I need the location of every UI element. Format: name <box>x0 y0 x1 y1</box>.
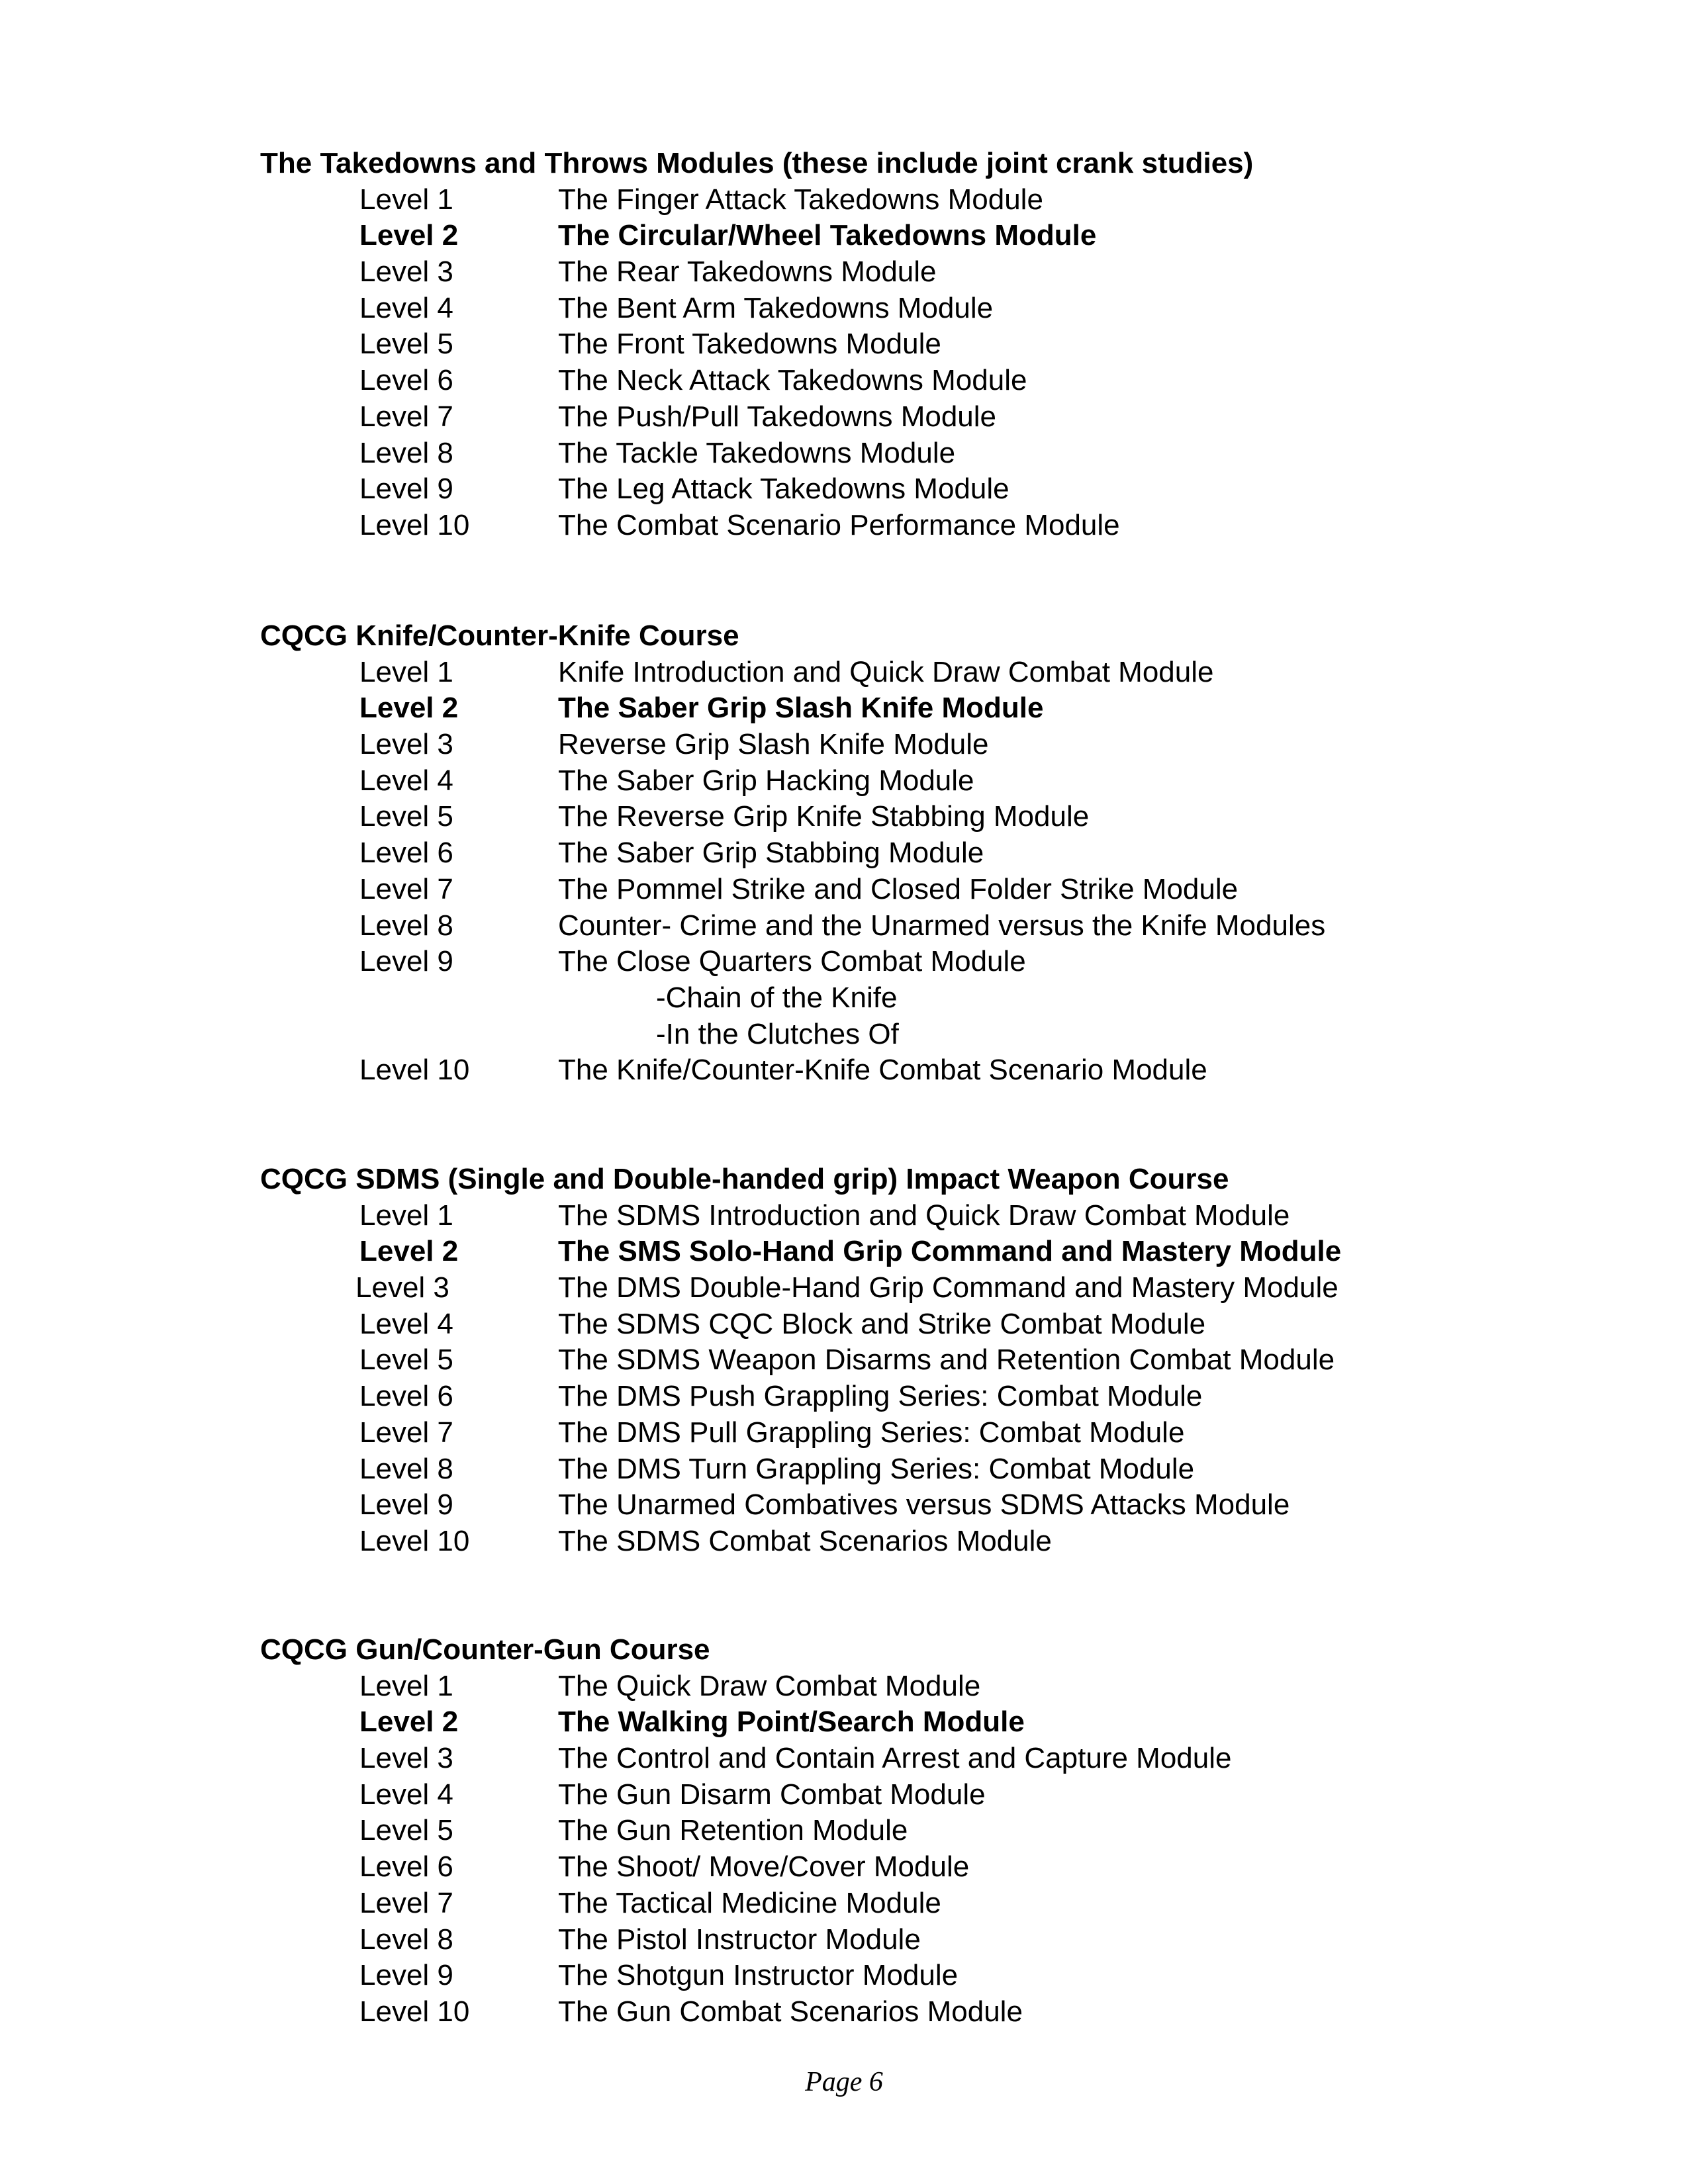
level-label: Level 2 <box>359 1706 459 1739</box>
list-item <box>260 218 1584 254</box>
list-item <box>260 254 1584 291</box>
level-label: Level 8 <box>359 909 453 942</box>
list-item <box>260 763 1584 799</box>
module-title: The Pommel Strike and Closed Folder Strike Module <box>558 872 1239 905</box>
list-item <box>260 1487 1584 1524</box>
module-title: The Unarmed Combatives versus SDMS Attacks Module <box>558 1488 1290 1522</box>
list-item <box>260 1922 1584 1958</box>
module-title: Reverse Grip Slash Knife Module <box>558 728 989 761</box>
module-title: The Leg Attack Takedowns Module <box>558 473 1009 506</box>
level-label: Level 3 <box>359 728 453 761</box>
level-label: Level 5 <box>359 328 453 361</box>
module-title: The SDMS Combat Scenarios Module <box>558 1524 1052 1557</box>
module-title: The Saber Grip Hacking Module <box>558 764 974 797</box>
module-title: The Rear Takedowns Module <box>558 255 937 289</box>
list-item <box>260 727 1584 763</box>
level-label: Level 2 <box>359 1235 459 1268</box>
level-label: Level 7 <box>359 1886 453 1919</box>
module-title: The Gun Disarm Combat Module <box>558 1778 986 1811</box>
list-item <box>260 1270 1584 1306</box>
level-label: Level 9 <box>359 473 453 506</box>
level-label: Level 9 <box>359 1959 453 1992</box>
module-title: The Saber Grip Stabbing Module <box>558 837 984 870</box>
level-label: Level 3 <box>359 1742 453 1775</box>
level-label: Level 6 <box>359 1850 453 1884</box>
level-label: Level 8 <box>359 1923 453 1956</box>
list-item <box>260 1306 1584 1343</box>
list-item <box>260 1379 1584 1415</box>
module-title: Counter- Crime and the Unarmed versus the Knife Modules <box>558 909 1326 942</box>
list-item <box>260 872 1584 908</box>
module-title: The SDMS CQC Block and Strike Combat Module <box>558 1307 1206 1340</box>
section-knife-course <box>260 618 1584 1089</box>
module-title: The Shotgun Instructor Module <box>558 1959 959 1992</box>
module-title: The Pistol Instructor Module <box>558 1923 921 1956</box>
list-item <box>260 1886 1584 1922</box>
section-takedowns-throws <box>260 146 1584 544</box>
module-title: The Knife/Counter-Knife Combat Scenario Module <box>558 1054 1207 1087</box>
section-heading: The Takedowns and Throws Modules (these include joint crank studies) <box>260 147 1254 179</box>
level-label: Level 6 <box>359 1380 453 1413</box>
list-item <box>260 1524 1584 1560</box>
list-item <box>260 508 1584 544</box>
list-item <box>260 1958 1584 1994</box>
level-label: Level 1 <box>359 655 453 688</box>
section-sdms-course <box>260 1161 1584 1560</box>
module-title: The Bent Arm Takedowns Module <box>558 291 994 324</box>
list-item <box>260 690 1584 727</box>
module-title: Knife Introduction and Quick Draw Combat Module <box>558 655 1214 688</box>
level-label: Level 3 <box>359 255 453 289</box>
level-label: Level 2 <box>359 692 459 725</box>
list-item <box>260 799 1584 835</box>
level-label: Level 9 <box>359 945 453 978</box>
list-item <box>260 326 1584 363</box>
module-title: The Push/Pull Takedowns Module <box>558 400 997 433</box>
list-item <box>260 1234 1584 1270</box>
list-item <box>260 1704 1584 1741</box>
list-item <box>260 655 1584 691</box>
level-label: Level 8 <box>359 1452 453 1485</box>
level-label: Level 10 <box>359 1524 470 1557</box>
section-heading: CQCG Knife/Counter-Knife Course <box>260 619 739 652</box>
module-title: The SDMS Weapon Disarms and Retention Combat Module <box>558 1343 1335 1377</box>
module-title: The SMS Solo-Hand Grip Command and Mastery Module <box>558 1235 1342 1268</box>
level-label: Level 10 <box>359 508 470 541</box>
level-label: Level 4 <box>359 1778 453 1811</box>
module-title: The Gun Retention Module <box>558 1814 908 1847</box>
list-item <box>260 1342 1584 1379</box>
module-title: The Gun Combat Scenarios Module <box>558 1995 1023 2028</box>
module-title: The Tactical Medicine Module <box>558 1886 941 1919</box>
level-label: Level 6 <box>359 837 453 870</box>
level-label: Level 10 <box>359 1995 470 2028</box>
list-item <box>260 1198 1584 1234</box>
module-title: The Walking Point/Search Module <box>558 1706 1025 1739</box>
list-item <box>260 1451 1584 1488</box>
list-item <box>260 1741 1584 1777</box>
level-label: Level 10 <box>359 1054 470 1087</box>
section-gun-course <box>260 1632 1584 2030</box>
level-label: Level 7 <box>359 1416 453 1449</box>
module-title: The Neck Attack Takedowns Module <box>558 364 1027 397</box>
page-number: Page 6 <box>805 2067 883 2097</box>
module-title: The Control and Contain Arrest and Capture Module <box>558 1742 1232 1775</box>
module-title: The Combat Scenario Performance Module <box>558 508 1120 541</box>
list-item <box>260 471 1584 508</box>
module-title: The Reverse Grip Knife Stabbing Module <box>558 800 1090 833</box>
level-label: Level 8 <box>359 436 453 469</box>
sub-item: -In the Clutches Of <box>656 1017 899 1050</box>
list-item <box>260 1668 1584 1705</box>
list-item <box>260 363 1584 399</box>
list-item <box>260 1415 1584 1451</box>
module-title: The SDMS Introduction and Quick Draw Combat Module <box>558 1199 1290 1232</box>
level-label: Level 4 <box>359 1307 453 1340</box>
level-label: Level 5 <box>359 1343 453 1377</box>
list-item <box>260 399 1584 435</box>
module-title: The Saber Grip Slash Knife Module <box>558 692 1044 725</box>
level-label: Level 5 <box>359 1814 453 1847</box>
section-heading: CQCG SDMS (Single and Double-handed grip) Impact Weapon Course <box>260 1163 1229 1195</box>
list-item <box>260 1813 1584 1849</box>
list-item <box>260 1777 1584 1813</box>
module-title: The DMS Turn Grappling Series: Combat Module <box>558 1452 1195 1485</box>
list-item <box>260 1052 1584 1089</box>
level-label: Level 3 <box>355 1271 449 1304</box>
module-title: The Tackle Takedowns Module <box>558 436 956 469</box>
section-heading: CQCG Gun/Counter-Gun Course <box>260 1633 710 1666</box>
sub-item: -Chain of the Knife <box>656 981 898 1014</box>
list-item <box>260 435 1584 472</box>
level-label: Level 4 <box>359 764 453 797</box>
module-title: The DMS Pull Grappling Series: Combat Module <box>558 1416 1185 1449</box>
list-item <box>260 1994 1584 2030</box>
level-label: Level 7 <box>359 872 453 905</box>
module-title: The Front Takedowns Module <box>558 328 941 361</box>
module-title: The DMS Double-Hand Grip Command and Mastery Module <box>558 1271 1338 1304</box>
module-title: The Shoot/ Move/Cover Module <box>558 1850 970 1884</box>
list-item <box>260 908 1584 944</box>
level-label: Level 2 <box>359 219 459 252</box>
list-item <box>260 182 1584 218</box>
list-item <box>260 291 1584 327</box>
module-title: The Finger Attack Takedowns Module <box>558 183 1043 216</box>
list-item <box>260 944 1584 980</box>
module-title: The DMS Push Grappling Series: Combat Module <box>558 1380 1203 1413</box>
level-label: Level 5 <box>359 800 453 833</box>
level-label: Level 1 <box>359 1669 453 1702</box>
level-label: Level 7 <box>359 400 453 433</box>
level-label: Level 6 <box>359 364 453 397</box>
list-item <box>260 1849 1584 1886</box>
module-title: The Quick Draw Combat Module <box>558 1669 981 1702</box>
level-label: Level 4 <box>359 291 453 324</box>
level-label: Level 9 <box>359 1488 453 1522</box>
module-title: The Circular/Wheel Takedowns Module <box>558 219 1097 252</box>
level-label: Level 1 <box>359 183 453 216</box>
list-item <box>260 835 1584 872</box>
level-label: Level 1 <box>359 1199 453 1232</box>
module-title: The Close Quarters Combat Module <box>558 945 1026 978</box>
